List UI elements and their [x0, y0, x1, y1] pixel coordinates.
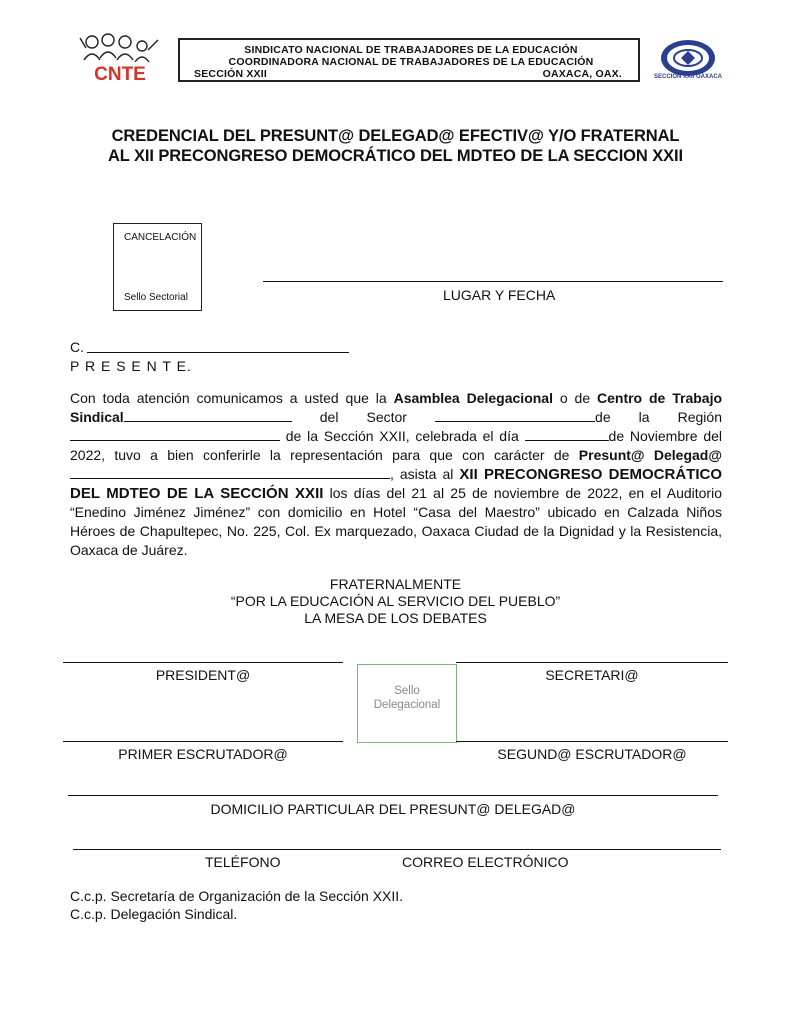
place-date-line — [263, 281, 723, 282]
stamp-line2: Delegacional — [373, 699, 441, 711]
header-line2: COORDINADORA NACIONAL DE TRABAJADORES DE LA EDUCACIÓN — [228, 56, 594, 68]
closing-line2: “POR LA EDUCACIÓN AL SERVICIO DEL PUEBLO” — [230, 593, 561, 609]
header-section: SECCIÓN XXII — [194, 68, 267, 80]
closing-block — [120, 576, 671, 627]
document-title — [40, 126, 751, 166]
email-label: CORREO ELECTRÓNICO — [402, 854, 569, 870]
delegacional-stamp-box — [357, 664, 457, 743]
place-date-label: LUGAR Y FECHA — [443, 287, 556, 303]
addressee-name-line — [87, 352, 349, 353]
sectorial-stamp-box — [113, 223, 202, 311]
title-line1: CREDENCIAL DEL PRESUNT@ DELEGAD@ EFECTIV@ Y/O FRATERNAL — [111, 127, 680, 145]
cnte-logo — [76, 30, 166, 84]
congreso-text: XII PRECONGRESO DEMOCRÁTICO DEL MDTEO DE LA SECCIÓN XXII — [70, 466, 723, 502]
phone-label: TELÉFONO — [205, 854, 281, 870]
address-line — [68, 795, 718, 796]
header-line1: SINDICATO NACIONAL DE TRABAJADORES DE LA EDUCACIÓN — [244, 44, 578, 56]
ccp-line2: C.c.p. Delegación Sindical. — [70, 906, 238, 922]
seal-caption: SECCION XXII OAXACA — [653, 74, 722, 80]
presente-label: P R E S E N T E. — [70, 358, 192, 374]
title-line2: AL XII PRECONGRESO DEMOCRÁTICO DEL MDTEO DE LA SECCION XXII — [107, 147, 684, 165]
secretary-label: SECRETARI@ — [545, 667, 639, 683]
header-box — [178, 38, 640, 82]
presunt-text: Presunt@ Delegad@ — [578, 447, 722, 463]
closing-line3: LA MESA DE LOS DEBATES — [304, 610, 487, 626]
centro-text: Centro de Trabajo Sindical — [70, 390, 723, 425]
first-scrutineer-sign-line — [63, 741, 343, 742]
stamp-line1: Sello — [394, 685, 420, 697]
body-paragraph: Con toda atención comunicamos a usted que la Asamblea Delegacional o de Centro de Trabajo Sindical del Sector de la Región de la Sección XXII, celebrada el día de Noviembre del 2022, tuvo a bien conferirle la representación para que con carácter de Presunt@ Delegad@ , asista al XII PRECONGRESO DEMOCRÁTICO DEL MDTEO DE LA SECCIÓN XXII los días del 21 al 25 de noviembre de 2022, en el Auditorio “Enedino Jiménez Jiménez” con domicilio en Hotel “Casa del Maestro” ubicado en Calzada Niños Héroes de Chapultepec, No. 225, Col. Ex marquezado, Oaxaca Ciudad de la Dignidad y la Resistencia, Oaxaca de Juárez. — [70, 390, 723, 558]
closing-line1: FRATERNALMENTE — [329, 576, 462, 592]
sectorial-seal-label: Sello Sectorial — [124, 292, 188, 303]
seccion-xxii-seal — [650, 38, 726, 86]
second-scrutineer-sign-line — [456, 741, 728, 742]
first-scrutineer-label: PRIMER ESCRUTADOR@ — [118, 746, 288, 762]
addressee-prefix: C. — [70, 339, 84, 355]
contact-line — [73, 849, 721, 850]
ccp-line1: C.c.p. Secretaría de Organización de la Sección XXII. — [70, 888, 404, 904]
cancel-label: CANCELACIÓN — [124, 232, 197, 243]
cnte-logo-text: CNTE — [94, 64, 146, 84]
president-label: PRESIDENT@ — [155, 667, 251, 683]
address-label: DOMICILIO PARTICULAR DEL PRESUNT@ DELEGAD@ — [210, 801, 576, 817]
asamblea-text: Asamblea Delegacional — [393, 390, 553, 406]
president-sign-line — [63, 662, 343, 663]
secretary-sign-line — [456, 662, 728, 663]
header-city: OAXACA, OAX. — [542, 68, 622, 80]
second-scrutineer-label: SEGUND@ ESCRUTADOR@ — [497, 746, 687, 762]
